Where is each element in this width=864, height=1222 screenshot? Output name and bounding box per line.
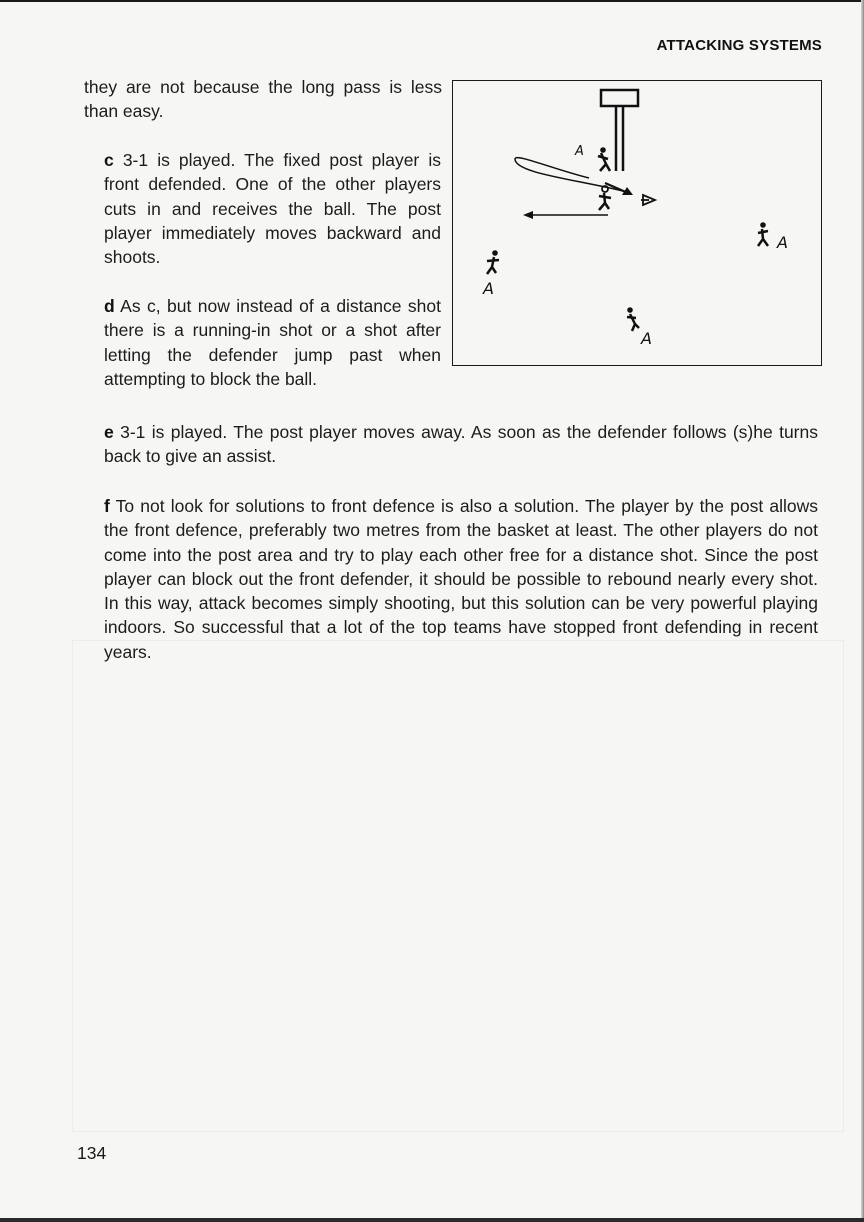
paragraph-text: 3-1 is played. The post player moves away. As soon as the defender follows (s)he turns back to give an assist.: [104, 422, 818, 467]
triangle-marker-icon: [641, 195, 655, 205]
page-number: 134: [77, 1143, 107, 1163]
defender-figure-icon: [599, 186, 611, 210]
play-diagram: [452, 80, 822, 366]
page-edge-bottom: [0, 1218, 864, 1222]
paragraph-continued: [84, 75, 442, 124]
running-head: ATTACKING SYSTEMS: [656, 37, 822, 54]
paragraph-marker: c: [104, 150, 114, 170]
paragraph-f: [104, 494, 818, 664]
show-through-frame: [72, 640, 844, 1132]
paragraph-text: To not look for solutions to front defence is also a solution. The player by the post allows the front defence, preferably two metres from the basket at least. The other players do not come into the post area and try to play each other free for a distance shot. Since the post player can block out the front defender, it should be possible to rebound nearly every shot. In this way, attack becomes simply shooting, but this solution can be very powerful playing indoors. So successful that a lot of the top teams have stopped front defending in recent years.: [104, 496, 818, 662]
play-diagram-drawing: [453, 81, 821, 365]
movement-arrow-icon: [605, 183, 633, 195]
paragraph-e: [104, 420, 818, 469]
attacker-label: A: [483, 279, 494, 298]
paragraph-text: 3-1 is played. The fixed post player is front defended. One of the other players cuts in and receives the ball. The post player immediately moves backward and shoots.: [104, 150, 441, 268]
attacker-label: A: [641, 329, 652, 348]
paragraph-d: [104, 294, 441, 391]
attacker-figure-icon: [598, 147, 610, 171]
paragraph-marker: f: [104, 496, 110, 516]
attacker-figure-icon: [487, 250, 499, 274]
paragraph-marker: e: [104, 422, 114, 442]
movement-arrow-icon: [523, 211, 608, 219]
attacker-label: A: [575, 144, 584, 159]
attacker-label: A: [777, 233, 788, 252]
paragraph-text: As c, but now instead of a distance shot there is a running-in shot or a shot after letting the defender jump past when attempting to block the ball.: [104, 296, 441, 389]
attacker-figure-icon: [627, 307, 639, 331]
page-edge-top: [0, 0, 864, 2]
paragraph-text: they are not because the long pass is less than easy.: [84, 77, 442, 122]
attacker-figure-icon: [758, 222, 768, 246]
paragraph-c: [104, 148, 441, 269]
paragraph-marker: d: [104, 296, 115, 316]
